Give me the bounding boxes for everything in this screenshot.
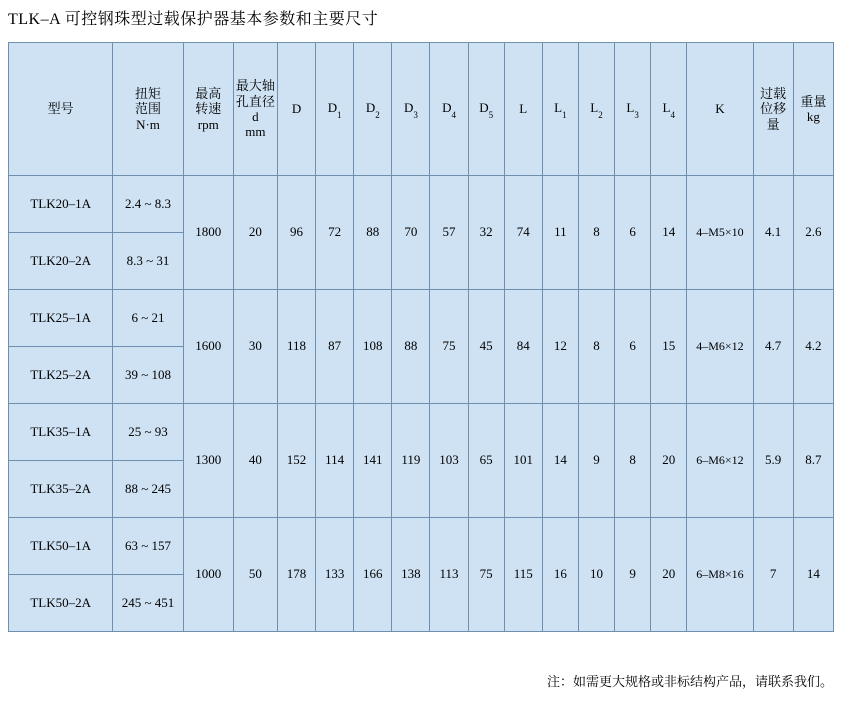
cell-l: 101	[504, 404, 542, 518]
column-header-max-bore: 最大轴 孔直径 d mm	[233, 43, 277, 176]
cell-model: TLK50–1A	[9, 518, 113, 575]
table-row	[9, 290, 834, 347]
table-header-row	[9, 43, 834, 176]
cell-d4: 113	[430, 518, 468, 632]
column-header-l2: $L_2$	[578, 43, 614, 176]
cell-torque: 8.3 ~ 31	[113, 233, 183, 290]
cell-d1: 87	[316, 290, 354, 404]
cell-d3: 138	[392, 518, 430, 632]
cell-l3: 6	[615, 290, 651, 404]
cell-d: 118	[277, 290, 315, 404]
cell-speed: 1300	[183, 404, 233, 518]
cell-d5: 45	[468, 290, 504, 404]
column-header-d5: $D_5$	[468, 43, 504, 176]
column-header-k: K	[687, 43, 753, 176]
cell-bore: 40	[233, 404, 277, 518]
cell-k: 4–M6×12	[687, 290, 753, 404]
cell-d1: 133	[316, 518, 354, 632]
cell-torque: 2.4 ~ 8.3	[113, 176, 183, 233]
cell-l2: 8	[578, 290, 614, 404]
cell-weight: 8.7	[793, 404, 833, 518]
cell-l: 115	[504, 518, 542, 632]
cell-model: TLK20–1A	[9, 176, 113, 233]
cell-model: TLK50–2A	[9, 575, 113, 632]
column-header-displacement: 过载 位移 量	[753, 43, 793, 176]
cell-displacement: 7	[753, 518, 793, 632]
column-header-d: D	[277, 43, 315, 176]
cell-l4: 15	[651, 290, 687, 404]
cell-l2: 8	[578, 176, 614, 290]
cell-d2: 166	[354, 518, 392, 632]
cell-d: 96	[277, 176, 315, 290]
column-header-d2: $D_2$	[354, 43, 392, 176]
cell-d2: 88	[354, 176, 392, 290]
cell-d3: 70	[392, 176, 430, 290]
cell-weight: 4.2	[793, 290, 833, 404]
cell-displacement: 5.9	[753, 404, 793, 518]
cell-displacement: 4.7	[753, 290, 793, 404]
cell-d3: 88	[392, 290, 430, 404]
cell-speed: 1000	[183, 518, 233, 632]
table-row	[9, 404, 834, 461]
specification-table	[8, 42, 834, 632]
cell-l2: 9	[578, 404, 614, 518]
cell-displacement: 4.1	[753, 176, 793, 290]
cell-k: 6–M6×12	[687, 404, 753, 518]
column-header-l1: $L_1$	[542, 43, 578, 176]
column-header-d4: $D_4$	[430, 43, 468, 176]
cell-weight: 2.6	[793, 176, 833, 290]
cell-torque: 88 ~ 245	[113, 461, 183, 518]
cell-d2: 141	[354, 404, 392, 518]
cell-bore: 50	[233, 518, 277, 632]
cell-l3: 8	[615, 404, 651, 518]
cell-d2: 108	[354, 290, 392, 404]
column-header-l: L	[504, 43, 542, 176]
cell-d1: 72	[316, 176, 354, 290]
cell-model: TLK35–1A	[9, 404, 113, 461]
column-header-weight: 重量 kg	[793, 43, 833, 176]
cell-torque: 39 ~ 108	[113, 347, 183, 404]
cell-model: TLK20–2A	[9, 233, 113, 290]
column-header-l3: $L_3$	[615, 43, 651, 176]
cell-l2: 10	[578, 518, 614, 632]
cell-l: 74	[504, 176, 542, 290]
cell-torque: 25 ~ 93	[113, 404, 183, 461]
cell-l1: 16	[542, 518, 578, 632]
cell-model: TLK35–2A	[9, 461, 113, 518]
cell-torque: 6 ~ 21	[113, 290, 183, 347]
cell-d4: 57	[430, 176, 468, 290]
table-row	[9, 176, 834, 233]
column-header-d1: $D_1$	[316, 43, 354, 176]
cell-d5: 75	[468, 518, 504, 632]
cell-l3: 9	[615, 518, 651, 632]
cell-bore: 20	[233, 176, 277, 290]
cell-k: 6–M8×16	[687, 518, 753, 632]
column-header-l4: $L_4$	[651, 43, 687, 176]
table-row	[9, 518, 834, 575]
cell-l3: 6	[615, 176, 651, 290]
cell-d3: 119	[392, 404, 430, 518]
cell-d5: 32	[468, 176, 504, 290]
cell-l1: 14	[542, 404, 578, 518]
cell-l4: 20	[651, 518, 687, 632]
cell-d: 178	[277, 518, 315, 632]
cell-d1: 114	[316, 404, 354, 518]
cell-l: 84	[504, 290, 542, 404]
cell-l4: 20	[651, 404, 687, 518]
cell-k: 4–M5×10	[687, 176, 753, 290]
cell-d4: 103	[430, 404, 468, 518]
cell-torque: 245 ~ 451	[113, 575, 183, 632]
column-header-model: 型号	[9, 43, 113, 176]
cell-bore: 30	[233, 290, 277, 404]
cell-l4: 14	[651, 176, 687, 290]
cell-weight: 14	[793, 518, 833, 632]
cell-speed: 1600	[183, 290, 233, 404]
cell-speed: 1800	[183, 176, 233, 290]
cell-d4: 75	[430, 290, 468, 404]
footnote: 注：如需更大规格或非标结构产品，请联系我们。	[546, 674, 833, 689]
page-title: TLK–A 可控钢珠型过载保护器基本参数和主要尺寸	[8, 11, 379, 28]
column-header-torque: 扭矩 范围 N·m	[113, 43, 183, 176]
cell-model: TLK25–1A	[9, 290, 113, 347]
cell-l1: 12	[542, 290, 578, 404]
column-header-d3: $D_3$	[392, 43, 430, 176]
cell-l1: 11	[542, 176, 578, 290]
table-body	[9, 176, 834, 632]
cell-model: TLK25–2A	[9, 347, 113, 404]
cell-torque: 63 ~ 157	[113, 518, 183, 575]
column-header-max-speed: 最高 转速 rpm	[183, 43, 233, 176]
cell-d5: 65	[468, 404, 504, 518]
cell-d: 152	[277, 404, 315, 518]
